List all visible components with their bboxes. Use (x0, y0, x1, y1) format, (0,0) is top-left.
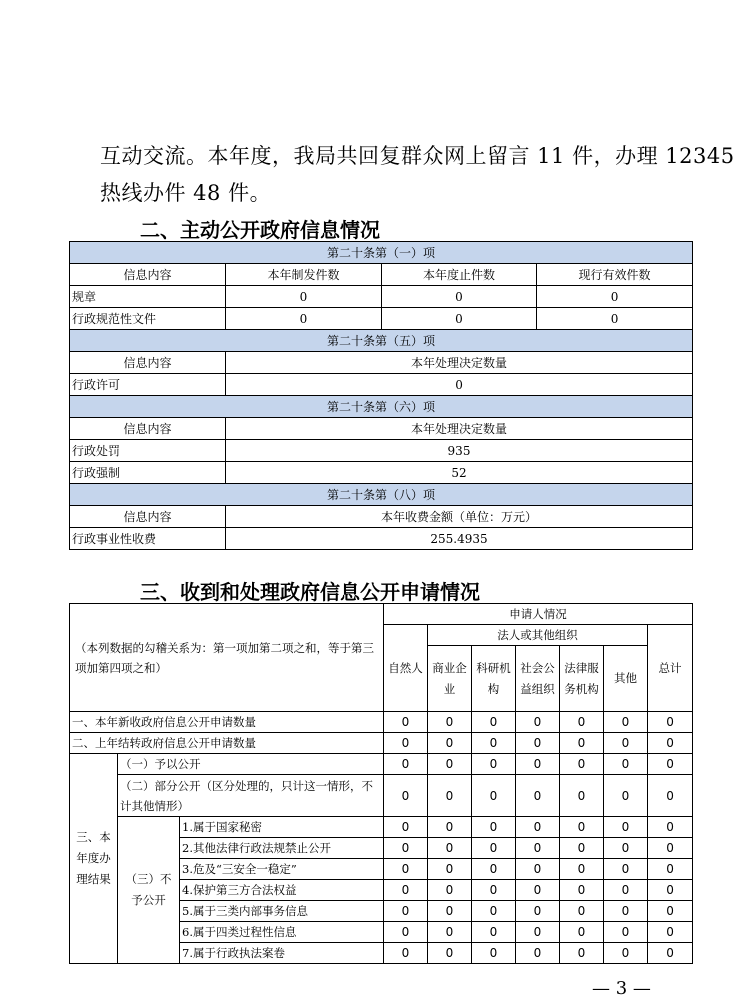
cell-value: 0 (537, 308, 693, 330)
cell-value: 0 (648, 922, 693, 943)
cell-value: 0 (560, 922, 604, 943)
cell-value: 0 (648, 859, 693, 880)
table-row (70, 286, 693, 308)
cell-value: 0 (472, 838, 516, 859)
column-header: 其他 (604, 646, 648, 712)
table-section-row (70, 330, 693, 352)
cell-value: 0 (428, 943, 472, 964)
natural-person-header: 自然人 (384, 625, 428, 712)
cell-value: 0 (604, 733, 648, 754)
org-header: 法人或其他组织 (428, 625, 648, 646)
section2-heading: 二、主动公开政府信息情况 (140, 218, 380, 242)
cell-value: 0 (226, 286, 382, 308)
cell-value: 0 (648, 838, 693, 859)
cell-value: 0 (226, 374, 693, 396)
cell-value: 0 (560, 901, 604, 922)
table-row (70, 775, 693, 817)
table-row (70, 528, 693, 550)
row-group-label: 三、本年度办理结果 (70, 754, 118, 964)
column-header: 本年处理决定数量 (226, 418, 693, 440)
cell-value: 0 (472, 859, 516, 880)
cell-value: 0 (382, 308, 537, 330)
cell-value: 0 (516, 922, 560, 943)
column-header: 信息内容 (70, 418, 226, 440)
cell-value: 0 (428, 838, 472, 859)
row-subgroup-label: （三）不予公开 (118, 817, 180, 964)
row-label: 二、上年结转政府信息公开申请数量 (70, 733, 384, 754)
column-header: 本年收费金额（单位：万元） (226, 506, 693, 528)
cell-value: 0 (604, 838, 648, 859)
intro-line-2: 热线办件 48 件。 (100, 181, 272, 205)
cell-value: 0 (516, 943, 560, 964)
cell-value: 0 (472, 922, 516, 943)
row-label: 行政处罚 (70, 440, 226, 462)
column-header: 信息内容 (70, 352, 226, 374)
page-number: — 3 — (592, 978, 651, 999)
total-header: 总计 (648, 625, 693, 712)
cell-value: 0 (384, 880, 428, 901)
cell-value: 0 (472, 754, 516, 775)
cell-value: 0 (428, 901, 472, 922)
row-label: 行政许可 (70, 374, 226, 396)
column-header: 科研机构 (472, 646, 516, 712)
table-row (70, 817, 693, 838)
column-header: 商业企业 (428, 646, 472, 712)
table-section-row (70, 242, 693, 264)
cell-value: 0 (472, 901, 516, 922)
cell-value: 0 (648, 880, 693, 901)
cell-value: 0 (384, 754, 428, 775)
column-header: 现行有效件数 (537, 264, 693, 286)
table-row (70, 712, 693, 733)
column-header: 本年处理决定数量 (226, 352, 693, 374)
cell-value: 0 (537, 286, 693, 308)
cell-value: 0 (648, 901, 693, 922)
cell-value: 0 (604, 859, 648, 880)
table-header-row (70, 418, 693, 440)
cell-value: 0 (648, 817, 693, 838)
cell-value: 0 (516, 775, 560, 817)
column-header: 信息内容 (70, 506, 226, 528)
cell-value: 0 (604, 775, 648, 817)
row-label: 3.危及“三安全一稳定” (180, 859, 384, 880)
cell-value: 0 (516, 712, 560, 733)
row-label: 2.其他法律行政法规禁止公开 (180, 838, 384, 859)
row-label: 规章 (70, 286, 226, 308)
table-row (70, 440, 693, 462)
table-row (70, 462, 693, 484)
cell-value: 0 (384, 859, 428, 880)
cell-value: 0 (648, 775, 693, 817)
cell-value: 0 (560, 859, 604, 880)
cell-value: 0 (560, 754, 604, 775)
cell-value: 0 (384, 712, 428, 733)
row-label: 7.属于行政执法案卷 (180, 943, 384, 964)
row-label: 行政强制 (70, 462, 226, 484)
cell-value: 0 (604, 922, 648, 943)
cell-value: 0 (384, 922, 428, 943)
cell-value: 0 (516, 838, 560, 859)
proactive-disclosure-table (69, 241, 693, 550)
section-title: 第二十条第（一）项 (70, 242, 693, 264)
cell-value: 0 (428, 817, 472, 838)
cell-value: 0 (648, 733, 693, 754)
cell-value: 0 (604, 943, 648, 964)
cell-value: 0 (648, 754, 693, 775)
table-section-row (70, 484, 693, 506)
cell-value: 0 (226, 308, 382, 330)
row-label: 行政事业性收费 (70, 528, 226, 550)
cell-value: 0 (428, 880, 472, 901)
cell-value: 0 (384, 775, 428, 817)
cell-value: 0 (472, 817, 516, 838)
cell-value: 0 (516, 817, 560, 838)
table-header-row (70, 506, 693, 528)
column-header: 信息内容 (70, 264, 226, 286)
cell-value: 0 (472, 712, 516, 733)
section3-heading: 三、收到和处理政府信息公开申请情况 (140, 580, 480, 604)
cell-value: 0 (428, 922, 472, 943)
cell-value: 0 (472, 943, 516, 964)
cell-value: 0 (604, 712, 648, 733)
cell-value: 935 (226, 440, 693, 462)
cell-value: 0 (516, 754, 560, 775)
cell-value: 0 (560, 712, 604, 733)
cell-value: 0 (560, 733, 604, 754)
application-handling-table (69, 603, 693, 964)
row-label: 一、本年新收政府信息公开申请数量 (70, 712, 384, 733)
section-title: 第二十条第（五）项 (70, 330, 693, 352)
cell-value: 0 (384, 901, 428, 922)
cell-value: 0 (472, 733, 516, 754)
cell-value: 0 (560, 775, 604, 817)
table-header-row (70, 604, 693, 625)
cell-value: 0 (428, 712, 472, 733)
table-header-row (70, 264, 693, 286)
cell-value: 0 (560, 943, 604, 964)
cell-value: 0 (516, 901, 560, 922)
cell-value: 52 (226, 462, 693, 484)
cell-value: 0 (560, 838, 604, 859)
cell-value: 0 (604, 880, 648, 901)
row-label: （二）部分公开（区分处理的，只计这一情形，不计其他情形） (118, 775, 384, 817)
row-label: 1.属于国家秘密 (180, 817, 384, 838)
cell-value: 0 (648, 712, 693, 733)
row-label: 4.保护第三方合法权益 (180, 880, 384, 901)
table-row (70, 374, 693, 396)
section-title: 第二十条第（八）项 (70, 484, 693, 506)
row-label: 行政规范性文件 (70, 308, 226, 330)
cell-value: 0 (428, 775, 472, 817)
table-row (70, 754, 693, 775)
column-header: 社会公益组织 (516, 646, 560, 712)
cell-value: 0 (560, 880, 604, 901)
cell-value: 0 (516, 733, 560, 754)
section-title: 第二十条第（六）项 (70, 396, 693, 418)
column-header: 本年制发件数 (226, 264, 382, 286)
table-section-row (70, 396, 693, 418)
cell-value: 0 (472, 880, 516, 901)
cell-value: 0 (604, 754, 648, 775)
cell-value: 0 (384, 733, 428, 754)
cell-value: 0 (428, 733, 472, 754)
note-cell: （本列数据的勾稽关系为：第一项加第二项之和，等于第三项加第四项之和） (70, 604, 384, 712)
cell-value: 0 (384, 943, 428, 964)
table-header-row (70, 352, 693, 374)
row-label: 6.属于四类过程性信息 (180, 922, 384, 943)
cell-value: 0 (604, 817, 648, 838)
cell-value: 0 (384, 817, 428, 838)
cell-value: 0 (428, 859, 472, 880)
column-header: 法律服务机构 (560, 646, 604, 712)
cell-value: 0 (648, 943, 693, 964)
cell-value: 0 (560, 817, 604, 838)
cell-value: 0 (604, 901, 648, 922)
cell-value: 0 (382, 286, 537, 308)
intro-line-1: 互动交流。本年度，我局共回复群众网上留言 11 件，办理 12345 (100, 144, 735, 168)
table-row (70, 308, 693, 330)
table-row (70, 733, 693, 754)
cell-value: 0 (516, 880, 560, 901)
row-label: 5.属于三类内部事务信息 (180, 901, 384, 922)
cell-value: 0 (384, 838, 428, 859)
cell-value: 0 (516, 859, 560, 880)
column-header: 本年度止件数 (382, 264, 537, 286)
cell-value: 0 (428, 754, 472, 775)
applicant-header: 申请人情况 (384, 604, 693, 625)
cell-value: 255.4935 (226, 528, 693, 550)
cell-value: 0 (472, 775, 516, 817)
row-label: （一）予以公开 (118, 754, 384, 775)
